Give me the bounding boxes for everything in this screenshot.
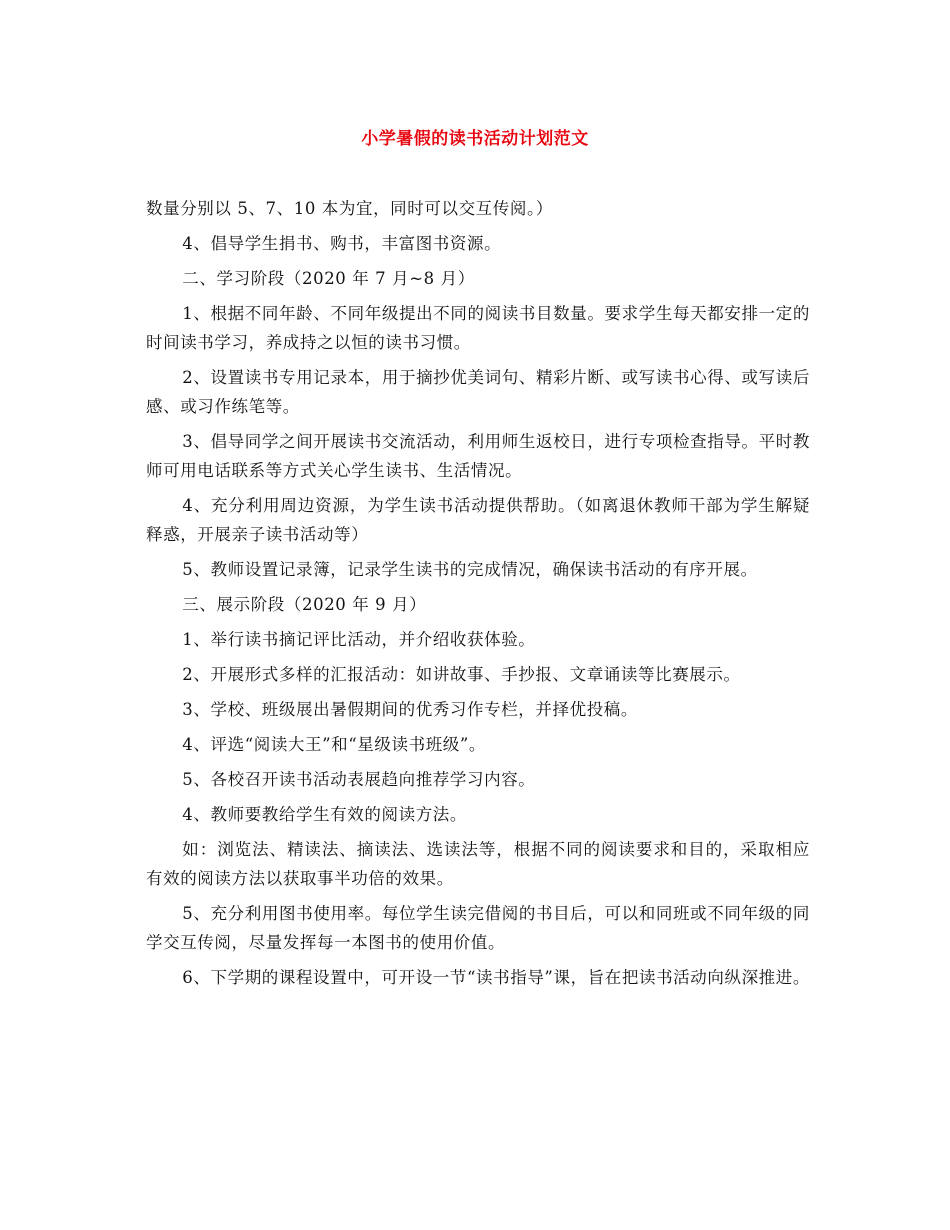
- paragraph: 4、评选“阅读大王”和“星级读书班级”。: [182, 735, 487, 754]
- paragraph: 6、下学期的课程设置中，可开设一节“读书指导”课，旨在把读书活动向纵深推进。: [182, 968, 810, 987]
- paragraph: 4、教师要教给学生有效的阅读方法。: [182, 805, 467, 824]
- paragraph: 4、倡导学生捐书、购书，丰富图书资源。: [182, 234, 502, 253]
- paragraph: 三、展示阶段（2020 年 9 月）: [182, 595, 427, 614]
- document-title: 小学暑假的读书活动计划范文: [361, 129, 589, 149]
- document-body: [146, 194, 810, 998]
- paragraph: 5、教师设置记录簿，记录学生读书的完成情况，确保读书活动的有序开展。: [182, 560, 758, 579]
- paragraph: 5、各校召开读书活动表展趋向推荐学习内容。: [182, 770, 536, 789]
- paragraph: 2、开展形式多样的汇报活动：如讲故事、手抄报、文章诵读等比赛展示。: [182, 665, 741, 684]
- paragraph: 5、充分利用图书使用率。每位学生读完借阅的书目后，可以和同班或不同年级的同学交互传阅，尽量发挥每一本图书的使用价值。: [146, 904, 810, 952]
- paragraph: 数量分别以 5、7、10 本为宜，同时可以交互传阅。）: [146, 199, 553, 218]
- paragraph: 3、倡导同学之间开展读书交流活动，利用师生返校日，进行专项检查指导。平时教师可用电话联系等方式关心学生读书、生活情况。: [146, 432, 810, 480]
- paragraph: 2、设置读书专用记录本，用于摘抄优美词句、精彩片断、或写读书心得、或写读后感、或习作练笔等。: [146, 368, 810, 416]
- paragraph: 二、学习阶段（2020 年 7 月~8 月）: [182, 269, 475, 288]
- paragraph: 4、充分利用周边资源，为学生读书活动提供帮助。（如离退休教师干部为学生解疑释惑，开展亲子读书活动等）: [146, 496, 810, 544]
- paragraph: 如：浏览法、精读法、摘读法、选读法等，根据不同的阅读要求和目的，采取相应有效的阅读方法以获取事半功倍的效果。: [146, 840, 810, 888]
- paragraph: 3、学校、班级展出暑假期间的优秀习作专栏，并择优投稿。: [182, 700, 638, 719]
- paragraph: 1、举行读书摘记评比活动，并介绍收获体验。: [182, 630, 536, 649]
- paragraph: 1、根据不同年龄、不同年级提出不同的阅读书目数量。要求学生每天都安排一定的时间读书学习，养成持之以恒的读书习惯。: [146, 304, 810, 352]
